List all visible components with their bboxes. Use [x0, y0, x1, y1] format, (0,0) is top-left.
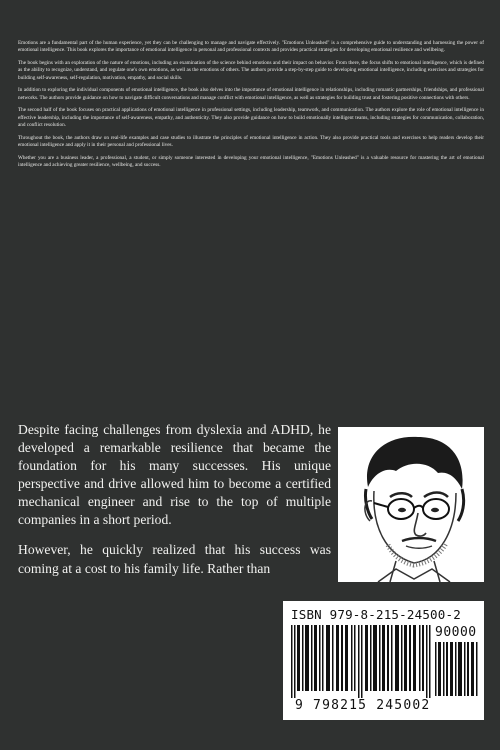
- addon-barcode-icon: [435, 642, 478, 696]
- blurb-paragraph: Throughout the book, the authors draw on real-life examples and case studies to illustrate the principles of emotional intelligence in action. They also provide practical tools and exercises to help readers develop their emotional intelligence and apply it in their personal and professional lives.: [18, 134, 484, 149]
- bio-paragraph: However, he quickly realized that his success was coming at a cost to his family life. Rather than: [18, 542, 331, 576]
- barcode-digits: 9 798215 245002: [295, 698, 431, 713]
- price-code: 90000: [435, 625, 477, 640]
- blurb-paragraph: The second half of the book focuses on practical applications of emotional intelligence in professional settings, including leadership, teamwork, and communication. The authors explore the role of emotional intelligence in effective leadership, including the importance of self-awareness, empathy, and authenticity. They also provide guidance on how to build emotionally intelligent teams, including strategies for communication, collaboration, and conflict resolution.: [18, 107, 484, 129]
- author-bio: [18, 421, 331, 590]
- barcode-bars-icon: [291, 625, 431, 698]
- author-portrait: [338, 427, 484, 582]
- blurb-paragraph: In addition to exploring the individual components of emotional intelligence, the book also delves into the importance of emotional intelligence in relationships, including romantic partnerships, friendships, and professional networks. The authors provide guidance on how to navigate difficult conversations and manage conflict with emotional intelligence, as well as strategies for building trust and fostering positive connections with others.: [18, 87, 484, 101]
- back-cover-blurb: [18, 40, 484, 175]
- blurb-paragraph: Emotions are a fundamental part of the human experience, yet they can be challenging to manage and navigate effectively. "Emotions Unleashed" is a comprehensive guide to understanding and harnessing the power of emotional intelligence. This book explores the importance of emotional intelligence in personal and professional contexts and provides practical strategies for developing emotional resilience and wellbeing.: [18, 40, 484, 54]
- blurb-paragraph: Whether you are a business leader, a professional, a student, or simply someone interested in developing your emotional intelligence, "Emotions Unleashed" is a valuable resource for mastering the art of emotional intelligence and achieving greater resilience, wellbeing, and success.: [18, 154, 484, 169]
- blurb-paragraph: The book begins with an exploration of the nature of emotions, including an examination of the science behind emotions and their impact on behavior. From there, the focus shifts to emotional intelligence, which is defined as the ability to recognize, understand, and regulate one's own emotions, as well as the emotions of others. The authors provide a step-by-step guide to developing emotional intelligence, including exercises and strategies for building self-awareness, self-regulation, motivation, empathy, and social skills.: [18, 60, 484, 81]
- author-sketch-icon: [338, 427, 484, 582]
- isbn-barcode: [283, 601, 484, 720]
- bio-paragraph: Despite facing challenges from dyslexia and ADHD, he developed a remarkable resilience that became the foundation for his many successes. His unique perspective and drive allowed him to become a certified mechanical engineer and rise to the top of multiple companies in a short period.: [18, 422, 331, 528]
- isbn-label: ISBN 979-8-215-24500-2: [291, 607, 461, 622]
